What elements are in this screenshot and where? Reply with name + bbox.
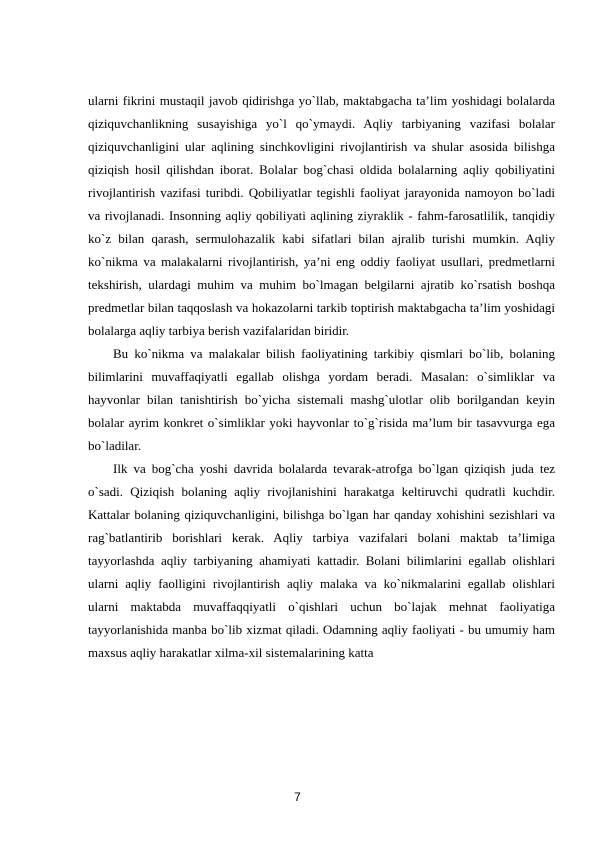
paragraph-3: Ilk va bog`cha yoshi davrida bolalarda tevarak-atrofga bo`lgan qiziqish juda tez o`sadi. Qiziqish bolaning aqliy rivojlanishini harakatga keltiruvchi qudratli kuchdir. Kattalar bolaning qiziquvchanligini, bilishga bo`lgan har qanday xohishini sezishlari va rag`batlantirib borishlari kerak. Aqliy tarbiya vazifalari bolani maktab ta’limiga tayyorlashda aqliy tarbiyaning ahamiyati kattadir. Bolani bilimlarini egallab olishlari ularni aqliy faolligini rivojlantirish aqliy malaka va ko`nikmalarini egallab olishlari ularni maktabda muvaffaqqiyatli o`qishlari uchun bo`lajak mehnat faoliyatiga tayyorlanishida manba bo`lib xizmat qiladi. Odamning aqliy faoliyati - bu umumiy ham maxsus aqliy harakatlar xilma-xil sistemalarining katta xyxy=(88,461,555,660)
paragraph-1: ularni fikrini mustaqil javob qidirishga yo`llab, maktabgacha ta’lim yoshidagi bolalarda qiziquvchanlikning susayishiga yo`l qo`ymaydi. Aqliy tarbiyaning vazifasi bolalar qiziquvchanligini ular aqlining sinchkovligini rivojlantirish va shular asosida bilishga qiziqish hosil qilishdan iborat. Bolalar bog`chasi oldida bolalarning aqliy qobiliyatini rivojlantirish vazifasi turibdi. Qobiliyatlar tegishli faoliyat jarayonida namoyon bo`ladi va rivojlanadi. Insonning aqliy qobiliyati aqlining ziyraklik - fahm-farosatlilik, tanqidiy ko`z bilan qarash, sermulohazalik kabi sifatlari bilan ajralib turishi mumkin. Aqliy ko`nikma va malakalarni rivojlantirish, ya’ni eng oddiy faoliyat usullari, predmetlarni tekshirish, ulardagi muhim va muhim bo`lmagan belgilarni ajratib ko`rsatish boshqa predmetlar bilan taqqoslash va hokazolarni tarkib toptirish maktabgacha ta’lim yoshidagi bolalarga aqliy tarbiya berish vazifalaridan biridir. xyxy=(88,93,555,338)
paragraph-2: Bu ko`nikma va malakalar bilish faoliyatining tarkibiy qismlari bo`lib, bolaning bilimlarini muvaffaqiyatli egallab olishga yordam beradi. Masalan: o`simliklar va hayvonlar bilan tanishtirish bo`yicha sistemali mashg`ulotlar olib borilgandan keyin bolalar ayrim konkret o`simliklar yoki hayvonlar to`g`risida ma’lum bir tasavvurga ega bo`ladilar. xyxy=(88,346,555,453)
page-number: 7 xyxy=(294,790,301,804)
body-text xyxy=(88,89,555,664)
